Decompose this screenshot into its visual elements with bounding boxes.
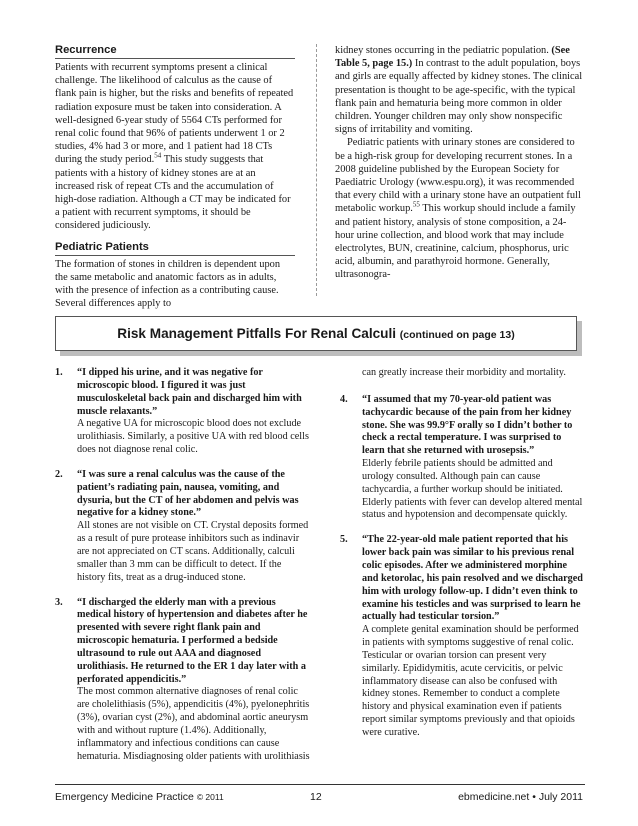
pitfall-answer: A complete genital examination should be performed in patients with symptoms suggestive of renal colic. Testicular or ovarian torsion can present very similarly. Epididymitis, acute cervicitis, or pelvic inflammatory disease can also be confused with kidney stones. Remember to conduct a complete history and physical examination even if patients report similar symptoms previously and that opioids were curative. — [362, 624, 579, 738]
column-divider — [316, 44, 317, 296]
reference-55: 55 — [412, 200, 420, 209]
pitfall-quote: “I dipped his urine, and it was negative for microscopic blood. I figured it was just musculoskeletal back pain and discharged him with muscle relaxants.” — [77, 367, 302, 417]
pediatric-paragraph: The formation of stones in children is dependent upon the same metabolic and anatomic factors as in adults, with the presence of infection as a contributing cause. Several differences apply to — [55, 258, 281, 310]
right-column — [335, 44, 585, 282]
pitfall-quote: “I assumed that my 70-year-old patient was tachycardic because of the pain from her kidney stone. She was 99.9°F orally so I didn’t bother to check a rectal temperature. I was surprised to learn that she returned with urosepsis.” — [362, 393, 573, 457]
pitfall-continuation: can greatly increase their morbidity and mortality. — [362, 367, 566, 378]
pitfall-quote: “The 22-year-old male patient reported that his lower back pain was similar to his previous renal colic episodes. After we administered morphine and ketorolac, his pain resolved and we discharged him with urology follow-up. I didn’t even think to examine his testicles and was surprised to learn he actually had testicular torsion.” — [362, 534, 583, 623]
pitfall-number: 1. — [55, 367, 63, 378]
pitfall-item — [55, 469, 310, 585]
pitfall-item — [340, 394, 585, 522]
pitfall-number: 4. — [340, 393, 348, 405]
reference-54: 54 — [154, 151, 162, 160]
pitfall-quote: “I discharged the elderly man with a previous medical history of hypertension and diabetes after he presented with severe right flank pain and microscopic hematuria. I performed a bedside ultrasound to rule out AAA and diagnosed urolithiasis. He returned to the ER 1 day later with a perforated appendicitis.” — [77, 596, 308, 685]
pitfall-number: 3. — [55, 596, 63, 608]
pediatric-risk-paragraph: Pediatric patients with urinary stones are considered to be a high-risk group for developing recurrent stones. In a 2008 guideline published by the European Society for Paediatric Urology (www.espu.org), it was recommended that every child with a urinary stone have an outpatient full metabolic workup.$^{55}$ This workup should include a family and patient history, analysis of stone composition, a 24-hour urine collection, and blood work that may include electrolytes, BUN, creatinine, calcium, phosphorus, uric acid, albumin, and parathyroid hormone. Generally, ultrasonogra- — [335, 137, 581, 281]
pediatric-heading: Pediatric Patients — [55, 241, 295, 256]
pitfall-item — [340, 534, 585, 740]
page-number: 12 — [310, 791, 322, 803]
pitfall-item — [55, 597, 310, 764]
pitfall-answer: All stones are not visible on CT. Crystal deposits formed as a result of pure protease inhibitors such as indinavir are not appreciated on CT scans. Additionally, calculi smaller than 3 mm can be difficult to detect. If the history fits, treat as a drug-induced stone. — [77, 520, 309, 583]
pitfall-quote: “I was sure a renal calculus was the cause of the patient’s radiating pain, nausea, vomiting, and dysuria, but the CT of her abdomen and pelvis was negative for a kidney stone.” — [77, 468, 299, 519]
pitfalls-list-left — [55, 367, 310, 775]
pitfalls-banner-subtitle: (continued on page 13) — [399, 329, 515, 341]
recurrence-heading: Recurrence — [55, 44, 295, 59]
footer-publication: Emergency Medicine Practice © 2011 — [55, 791, 224, 803]
pitfall-number: 2. — [55, 468, 63, 480]
footer-site-date: ebmedicine.net • July 2011 — [458, 791, 583, 803]
footer-rule — [55, 784, 585, 785]
pitfalls-banner — [55, 316, 577, 351]
pitfall-item — [55, 367, 310, 457]
pitfall-answer: The most common alternative diagnoses of renal colic are cholelithiasis (5%), appendicitis (4%), pyelonephritis (3%), ovarian cyst (2%), and abdominal aortic aneurysm with and without rupture (1.4%). Additionally, inflammatory and infectious conditions can cause hematuria. Misdiagnosing older patients with urolithiasis — [77, 686, 310, 762]
table-reference: (See Table 5, page 15.) — [335, 45, 570, 70]
pitfalls-banner-title: Risk Management Pitfalls For Renal Calculi (continued on page 13) — [117, 326, 515, 341]
pitfall-answer: A negative UA for microscopic blood does not exclude urolithiasis. Similarly, a positive UA with red blood cells does not diagnose renal colic. — [77, 418, 309, 456]
pitfall-number: 5. — [340, 534, 348, 546]
left-column — [55, 44, 295, 310]
pediatric-continued-paragraph: kidney stones occurring in the pediatric population. (See Table 5, page 15.) In contrast to the adult population, boys and girls are equally affected by kidney stones. The clinical presentation is thought to be age-specific, with the typical flank pain and hematuria being more common in older children. Younger children may only show nonspecific signs of irritability and vomiting. — [335, 45, 583, 136]
recurrence-paragraph: Patients with recurrent symptoms present a clinical challenge. The likelihood of calculus as the cause of flank pain is higher, but the risks and benefits of repeated radiation exposure must be taken into consideration. A well-designed 6-year study of 5564 CTs performed for renal colic found that 96% of patients underwent 1 or 2 studies, 4% had 3 or more, and 1 patient had 18 CTs during the study period.$^{54}$ This study suggests that patients with a history of kidney stones are at an increased risk of repeat CTs and the accumulation of high-dose radiation. Although a CT may be indicated for a patient with recurrent symptoms, it should be considered judiciously. — [55, 62, 294, 232]
pitfall-answer: Elderly febrile patients should be admitted and urology consulted. Although pain can cause tachycardia, a further workup should be initiated. Elderly patients with fever can develop altered mental status and hypotension and decompensate quickly. — [362, 458, 583, 521]
pitfalls-list-right — [340, 367, 585, 752]
